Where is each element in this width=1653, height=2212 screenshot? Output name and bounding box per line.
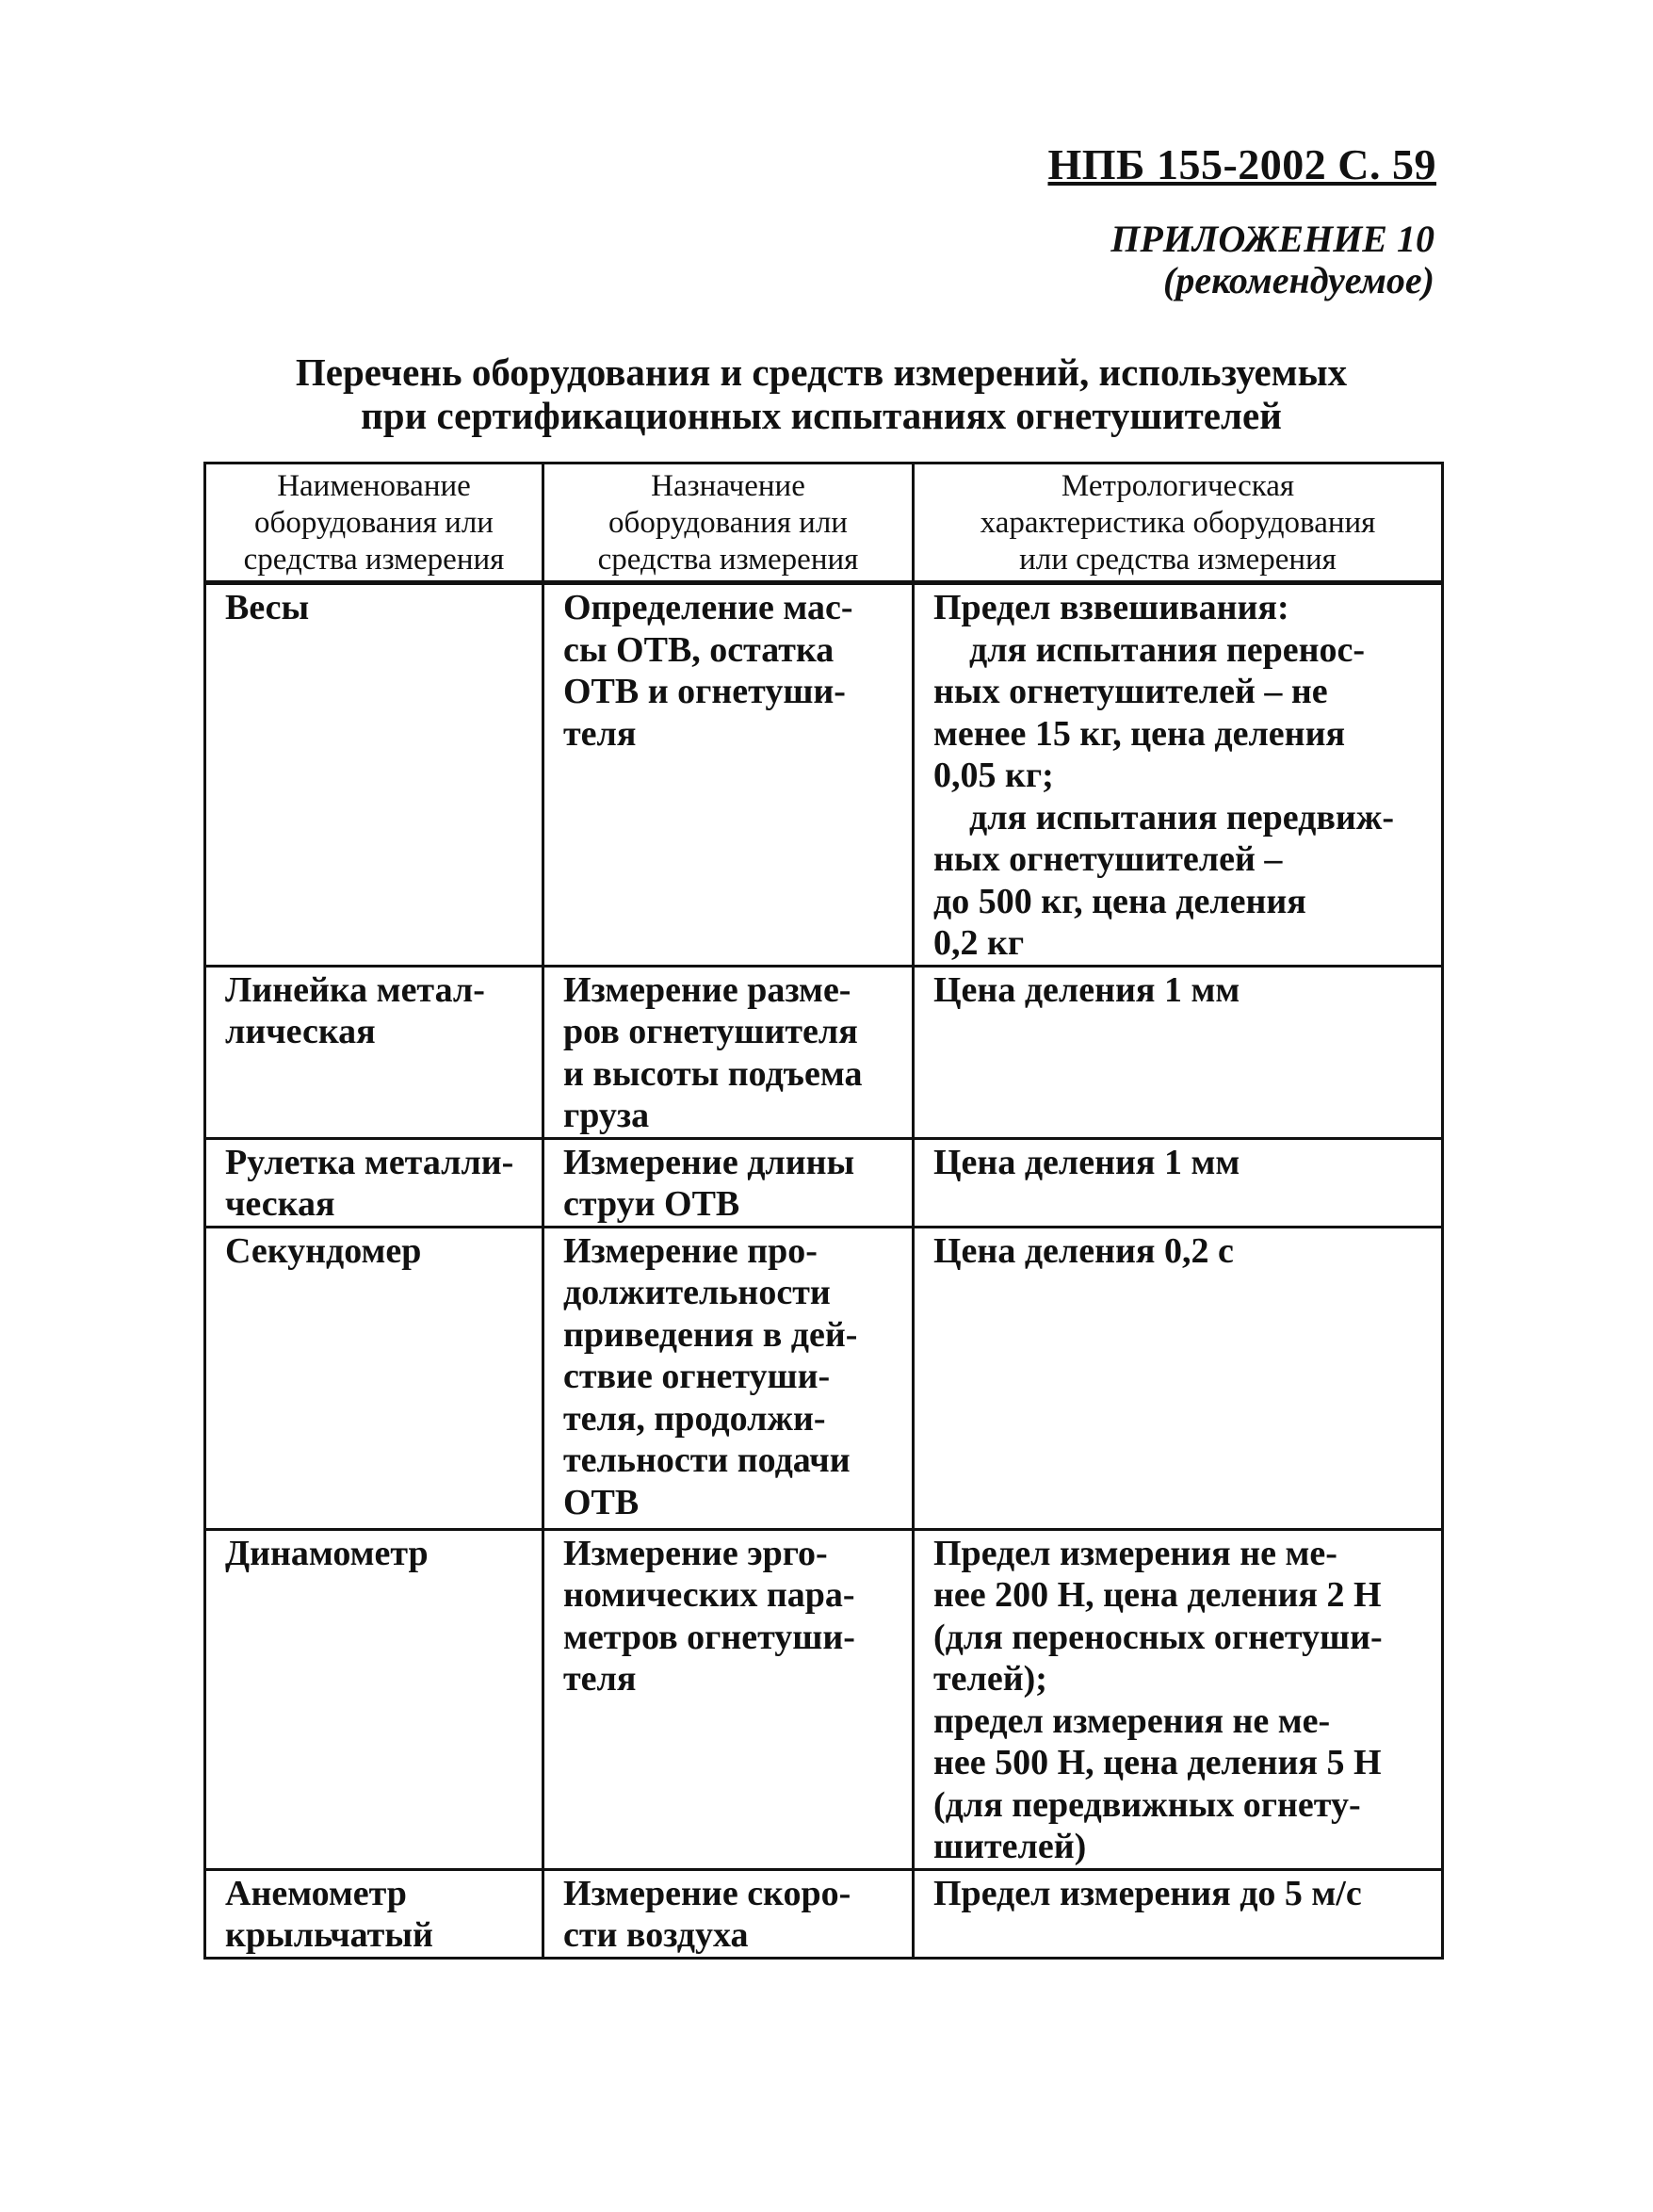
cell-line: для испытания перенос- <box>969 629 1366 670</box>
cell-line: Измерение эрго- <box>563 1533 828 1573</box>
cell-line: Рулетка металли- <box>225 1142 514 1182</box>
cell-spec <box>914 1227 1443 1529</box>
document-reference: НПБ 155-2002 С. 59 <box>1047 140 1436 188</box>
cell-line: груза <box>563 1096 650 1135</box>
cell-line: Измерение длины <box>563 1142 855 1182</box>
cell-purpose <box>543 583 914 967</box>
cell-line: струи ОТВ <box>563 1184 740 1224</box>
title-line: Перечень оборудования и средств измерений, используемых <box>295 350 1348 394</box>
cell-name <box>205 583 543 967</box>
cell-line: Линейка метал- <box>225 969 485 1010</box>
cell-line: сы ОТВ, остатка <box>563 629 835 670</box>
cell-line: лическая <box>225 1012 376 1051</box>
cell-line: крыльчатый <box>225 1915 433 1955</box>
cell-line: должительности <box>563 1273 831 1312</box>
cell-line: ных огнетушителей – не <box>933 672 1328 711</box>
cell-name <box>205 1227 543 1529</box>
cell-line: (для переносных огнетуши- <box>933 1617 1383 1657</box>
column-header <box>205 464 543 583</box>
cell-name <box>205 1869 543 1958</box>
header-line: средства измерения <box>597 543 859 577</box>
cell-line: Динамометр <box>225 1533 429 1573</box>
cell-line: ческая <box>225 1184 335 1224</box>
cell-line: Анемометр <box>225 1873 407 1913</box>
cell-line: менее 15 кг, цена деления <box>933 713 1346 754</box>
cell-line: до 500 кг, цена деления <box>933 881 1306 921</box>
cell-line: Весы <box>225 588 310 627</box>
cell-spec <box>914 966 1443 1138</box>
cell-line: ОТВ и огнетуши- <box>563 672 846 711</box>
appendix-label: ПРИЛОЖЕНИЕ 10 <box>1110 218 1434 260</box>
column-header <box>543 464 914 583</box>
cell-line: ров огнетушителя <box>563 1012 858 1051</box>
cell-line: Измерение разме- <box>563 969 851 1010</box>
header-line: оборудования или <box>254 506 494 540</box>
cell-line: нее 200 Н, цена деления 2 Н <box>933 1575 1382 1615</box>
cell-line: 0,05 кг; <box>933 756 1054 795</box>
cell-line: для испытания передвиж- <box>969 797 1395 838</box>
cell-line: и высоты подъема <box>563 1053 863 1094</box>
cell-line: теля <box>563 1659 637 1699</box>
cell-line: Цена деления 1 мм <box>933 1142 1240 1182</box>
header-line: средства измерения <box>243 543 505 577</box>
table-row <box>205 1869 1443 1958</box>
appendix-heading <box>1110 219 1434 301</box>
cell-line: Цена деления 0,2 с <box>933 1230 1234 1271</box>
table-row <box>205 966 1443 1138</box>
table-row <box>205 1529 1443 1869</box>
cell-purpose <box>543 1227 914 1529</box>
cell-line: номических пара- <box>563 1575 855 1615</box>
cell-line: сти воздуха <box>563 1915 749 1955</box>
cell-name <box>205 1529 543 1869</box>
page-title <box>203 350 1439 437</box>
cell-line: Предел взвешивания: <box>933 588 1289 627</box>
cell-purpose <box>543 966 914 1138</box>
table-header-row <box>205 464 1443 583</box>
cell-line: Измерение скоро- <box>563 1873 851 1913</box>
cell-line: Предел измерения не ме- <box>933 1533 1337 1573</box>
cell-line: метров огнетуши- <box>563 1617 855 1657</box>
cell-line: Измерение про- <box>563 1230 818 1271</box>
cell-spec <box>914 1529 1443 1869</box>
cell-line: нее 500 Н, цена деления 5 Н <box>933 1743 1382 1782</box>
cell-spec <box>914 1138 1443 1227</box>
header-line: или средства измерения <box>1019 543 1337 577</box>
title-line: при сертификационных испытаниях огнетушителей <box>361 394 1282 437</box>
cell-line: ОТВ <box>563 1482 640 1522</box>
cell-purpose <box>543 1529 914 1869</box>
cell-line: 0,2 кг <box>933 923 1025 963</box>
table-row <box>205 1138 1443 1227</box>
header-line: характеристика оборудования <box>980 506 1376 540</box>
cell-line: предел измерения не ме- <box>933 1700 1331 1741</box>
cell-line: телей); <box>933 1659 1047 1699</box>
cell-line: Цена деления 1 мм <box>933 969 1240 1010</box>
header-line: Метрологическая <box>1061 469 1295 503</box>
cell-line: Определение мас- <box>563 588 853 627</box>
cell-line: шителей) <box>933 1827 1087 1866</box>
column-header <box>914 464 1443 583</box>
cell-purpose <box>543 1869 914 1958</box>
cell-line: Предел измерения до 5 м/с <box>933 1873 1362 1913</box>
cell-line: тельности подачи <box>563 1440 851 1480</box>
table-row <box>205 583 1443 967</box>
equipment-table <box>203 462 1444 1960</box>
table-row <box>205 1227 1443 1529</box>
cell-line: ствие огнетуши- <box>563 1357 831 1396</box>
cell-name <box>205 966 543 1138</box>
header-line: оборудования или <box>608 506 848 540</box>
cell-purpose <box>543 1138 914 1227</box>
appendix-status: (рекомендуемое) <box>1163 259 1434 301</box>
cell-line: Секундомер <box>225 1230 422 1271</box>
cell-line: (для передвижных огнету- <box>933 1784 1361 1825</box>
cell-line: теля <box>563 713 637 754</box>
cell-line: теля, продолжи- <box>563 1398 826 1439</box>
cell-name <box>205 1138 543 1227</box>
header-line: Назначение <box>651 469 805 503</box>
cell-spec <box>914 583 1443 967</box>
cell-line: ных огнетушителей – <box>933 839 1283 879</box>
header-line: Наименование <box>277 469 471 503</box>
cell-spec <box>914 1869 1443 1958</box>
cell-line: приведения в дей- <box>563 1314 858 1355</box>
